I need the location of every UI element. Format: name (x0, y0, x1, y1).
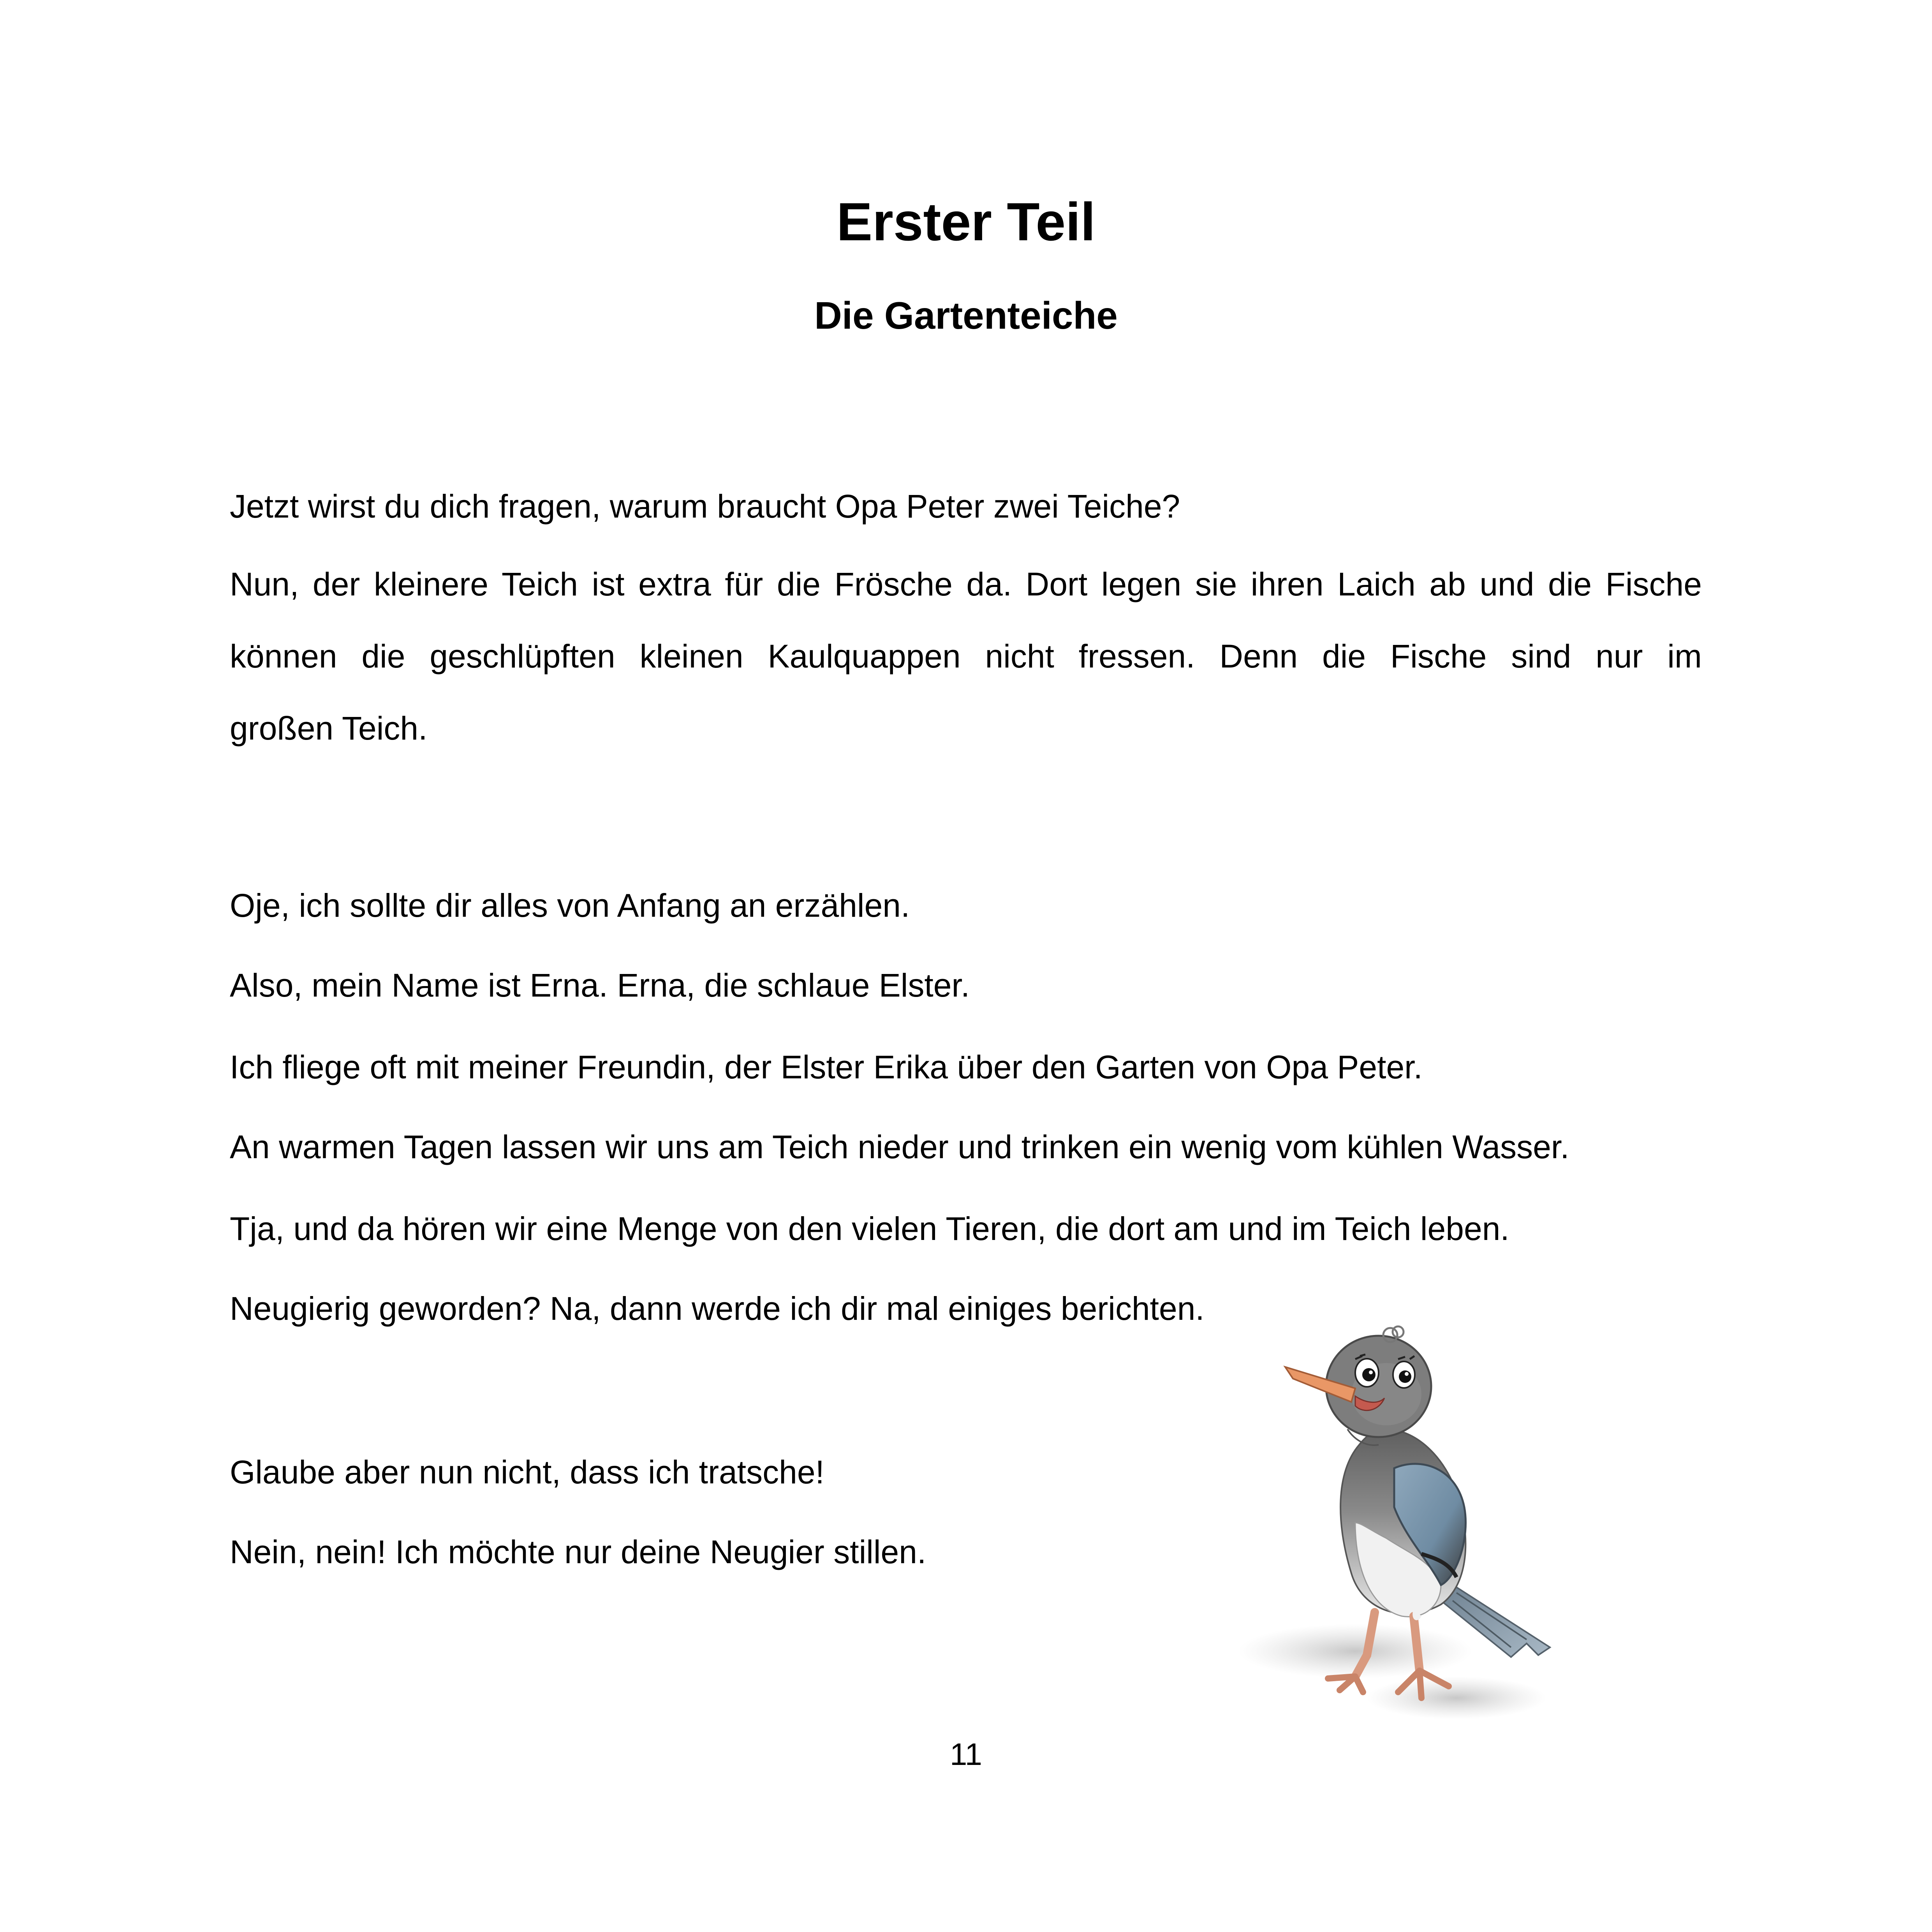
chapter-title: Erster Teil (837, 192, 1095, 252)
page-number: 11 (949, 1737, 983, 1772)
paragraph-line: Oje, ich sollte dir alles von Anfang an erzählen. (230, 887, 910, 924)
paragraph-line: Nein, nein! Ich möchte nur deine Neugier stillen. (230, 1534, 926, 1570)
paragraph-line: Also, mein Name ist Erna. Erna, die schlaue Elster. (230, 967, 970, 1004)
paragraph-line: großen Teich. (230, 710, 428, 747)
paragraph-line: An warmen Tagen lassen wir uns am Teich nieder und trinken ein wenig vom kühlen Wasser. (230, 1129, 1569, 1165)
paragraph-line: Glaube aber nun nicht, dass ich tratsche! (230, 1454, 824, 1490)
paragraph-line: können die geschlüpften kleinen Kaulquappen nicht fressen. Denn die Fische sind nur im (230, 638, 1702, 675)
paragraph-line: Ich fliege oft mit meiner Freundin, der Elster Erika über den Garten von Opa Peter. (230, 1049, 1423, 1085)
paragraph-line: Jetzt wirst du dich fragen, warum braucht Opa Peter zwei Teiche? (230, 488, 1180, 525)
paragraph-line: Nun, der kleinere Teich ist extra für die Frösche da. Dort legen sie ihren Laich ab und die Fische (230, 566, 1702, 602)
paragraph-line: Tja, und da hören wir eine Menge von den vielen Tieren, die dort am und im Teich leben. (230, 1210, 1509, 1247)
magpie-illustration (1238, 1305, 1566, 1725)
chapter-subtitle: Die Gartenteiche (814, 294, 1118, 337)
paragraph-line: Neugierig geworden? Na, dann werde ich dir mal einiges berichten. (230, 1290, 1205, 1327)
